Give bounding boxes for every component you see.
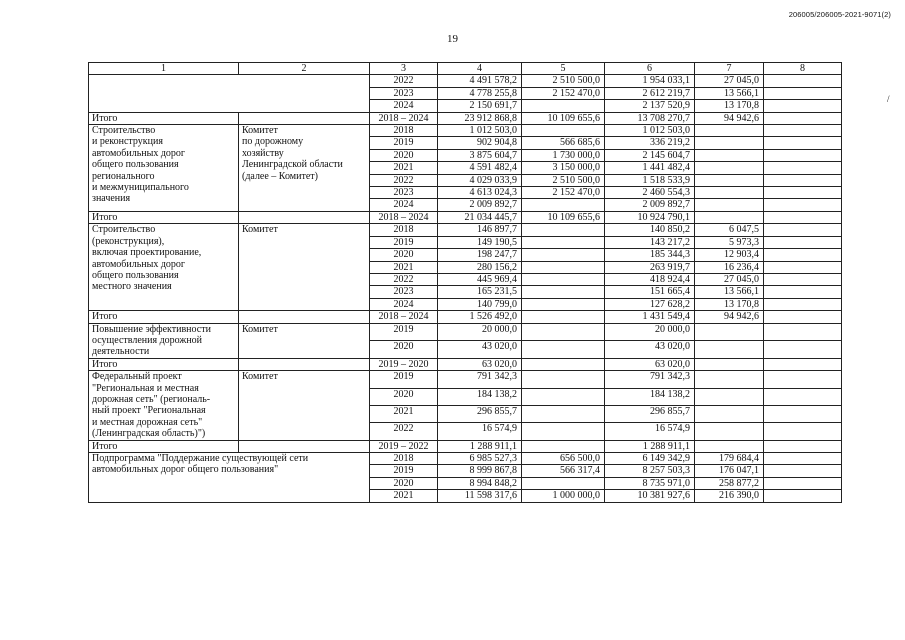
executor-cell <box>239 112 370 124</box>
executor-cell <box>239 440 370 452</box>
total-amount-cell: 3 875 604,7 <box>438 149 522 161</box>
executor-cell <box>239 358 370 370</box>
total-amount-cell: 165 231,5 <box>438 286 522 298</box>
other-amount-cell <box>764 187 842 199</box>
total-amount-cell: 16 574,9 <box>438 423 522 440</box>
local-amount-cell <box>695 440 764 452</box>
federal-amount-cell <box>522 388 605 405</box>
regional-amount-cell: 2 145 604,7 <box>605 149 695 161</box>
regional-amount-cell: 1 518 533,9 <box>605 174 695 186</box>
regional-amount-cell: 2 460 554,3 <box>605 187 695 199</box>
regional-amount-cell: 185 344,3 <box>605 249 695 261</box>
local-amount-cell <box>695 125 764 137</box>
year-cell: 2021 <box>370 261 438 273</box>
executor-cell <box>239 211 370 223</box>
federal-amount-cell <box>522 224 605 236</box>
local-amount-cell <box>695 174 764 186</box>
local-amount-cell: 5 973,3 <box>695 236 764 248</box>
federal-amount-cell <box>522 311 605 323</box>
year-cell: 2018 <box>370 125 438 137</box>
total-amount-cell: 23 912 868,8 <box>438 112 522 124</box>
local-amount-cell: 6 047,5 <box>695 224 764 236</box>
total-amount-cell: 43 020,0 <box>438 341 522 359</box>
year-cell: 2019 – 2022 <box>370 440 438 452</box>
year-cell: 2018 <box>370 224 438 236</box>
total-row <box>89 311 842 323</box>
margin-mark: / <box>887 94 890 104</box>
regional-amount-cell: 1 288 911,1 <box>605 440 695 452</box>
total-row <box>89 211 842 223</box>
local-amount-cell <box>695 149 764 161</box>
page-number: 19 <box>447 33 458 45</box>
regional-amount-cell: 1 441 482,4 <box>605 162 695 174</box>
local-amount-cell <box>695 137 764 149</box>
local-amount-cell <box>695 211 764 223</box>
year-cell: 2018 <box>370 453 438 465</box>
local-amount-cell <box>695 423 764 440</box>
local-amount-cell: 12 903,4 <box>695 249 764 261</box>
federal-amount-cell: 3 150 000,0 <box>522 162 605 174</box>
total-label-cell: Итого <box>89 358 239 370</box>
regional-amount-cell: 6 149 342,9 <box>605 453 695 465</box>
header-cell: 2 <box>239 63 370 75</box>
total-amount-cell: 1 012 503,0 <box>438 125 522 137</box>
federal-amount-cell <box>522 286 605 298</box>
year-cell: 2024 <box>370 100 438 112</box>
local-amount-cell: 13 170,8 <box>695 298 764 310</box>
regional-amount-cell: 43 020,0 <box>605 341 695 359</box>
federal-amount-cell: 566 685,6 <box>522 137 605 149</box>
activity-name-cell: Строительство и реконструкция автомобильных дорог общего пользования регионального и межмуниципального значения <box>89 125 239 212</box>
year-cell: 2021 <box>370 405 438 422</box>
other-amount-cell <box>764 236 842 248</box>
other-amount-cell <box>764 112 842 124</box>
federal-amount-cell: 656 500,0 <box>522 453 605 465</box>
subprogram-row <box>89 453 842 465</box>
local-amount-cell: 27 045,0 <box>695 75 764 87</box>
year-cell: 2022 <box>370 273 438 285</box>
federal-amount-cell: 2 152 470,0 <box>522 87 605 99</box>
total-amount-cell: 445 969,4 <box>438 273 522 285</box>
other-amount-cell <box>764 149 842 161</box>
year-cell: 2022 <box>370 423 438 440</box>
local-amount-cell <box>695 341 764 359</box>
regional-amount-cell: 8 257 503,3 <box>605 465 695 477</box>
federal-amount-cell <box>522 405 605 422</box>
table-row <box>89 75 842 87</box>
activity-name-cell <box>89 75 370 112</box>
header-cell: 4 <box>438 63 522 75</box>
federal-amount-cell <box>522 236 605 248</box>
regional-amount-cell: 16 574,9 <box>605 423 695 440</box>
other-amount-cell <box>764 358 842 370</box>
other-amount-cell <box>764 273 842 285</box>
federal-amount-cell: 1 730 000,0 <box>522 149 605 161</box>
year-cell: 2019 <box>370 236 438 248</box>
other-amount-cell <box>764 286 842 298</box>
header-row <box>89 63 842 75</box>
federal-amount-cell: 2 152 470,0 <box>522 187 605 199</box>
federal-amount-cell <box>522 199 605 211</box>
federal-amount-cell <box>522 477 605 489</box>
regional-amount-cell: 263 919,7 <box>605 261 695 273</box>
total-amount-cell: 8 994 848,2 <box>438 477 522 489</box>
header-cell: 7 <box>695 63 764 75</box>
total-amount-cell: 146 897,7 <box>438 224 522 236</box>
total-amount-cell: 4 491 578,2 <box>438 75 522 87</box>
total-row <box>89 440 842 452</box>
year-cell: 2023 <box>370 286 438 298</box>
federal-amount-cell <box>522 341 605 359</box>
other-amount-cell <box>764 453 842 465</box>
local-amount-cell <box>695 405 764 422</box>
local-amount-cell: 258 877,2 <box>695 477 764 489</box>
total-label-cell: Итого <box>89 211 239 223</box>
other-amount-cell <box>764 162 842 174</box>
other-amount-cell <box>764 137 842 149</box>
subprogram-name-cell: Подпрограмма "Поддержание существующей сети автомобильных дорог общего пользования" <box>89 453 370 503</box>
activity-name-cell: Строительство (реконструкция), включая проектирование, автомобильных дорог общего пользования местного значения <box>89 224 239 311</box>
local-amount-cell: 16 236,4 <box>695 261 764 273</box>
regional-amount-cell: 1 012 503,0 <box>605 125 695 137</box>
local-amount-cell <box>695 199 764 211</box>
regional-amount-cell: 336 219,2 <box>605 137 695 149</box>
executor-cell: Комитет по дорожному хозяйству Ленинградской области (далее – Комитет) <box>239 125 370 212</box>
regional-amount-cell: 140 850,2 <box>605 224 695 236</box>
regional-amount-cell: 20 000,0 <box>605 323 695 341</box>
year-cell: 2020 <box>370 249 438 261</box>
executor-cell: Комитет <box>239 224 370 311</box>
other-amount-cell <box>764 199 842 211</box>
regional-amount-cell: 2 009 892,7 <box>605 199 695 211</box>
other-amount-cell <box>764 388 842 405</box>
local-amount-cell: 94 942,6 <box>695 311 764 323</box>
total-amount-cell: 6 985 527,3 <box>438 453 522 465</box>
year-cell: 2019 <box>370 137 438 149</box>
other-amount-cell <box>764 490 842 502</box>
federal-amount-cell <box>522 261 605 273</box>
year-cell: 2024 <box>370 199 438 211</box>
header-cell: 3 <box>370 63 438 75</box>
table-row <box>89 371 842 388</box>
federal-amount-cell <box>522 125 605 137</box>
other-amount-cell <box>764 174 842 186</box>
year-cell: 2020 <box>370 341 438 359</box>
other-amount-cell <box>764 87 842 99</box>
total-amount-cell: 198 247,7 <box>438 249 522 261</box>
other-amount-cell <box>764 100 842 112</box>
regional-amount-cell: 63 020,0 <box>605 358 695 370</box>
other-amount-cell <box>764 261 842 273</box>
federal-amount-cell <box>522 358 605 370</box>
total-amount-cell: 296 855,7 <box>438 405 522 422</box>
federal-amount-cell <box>522 298 605 310</box>
total-row <box>89 112 842 124</box>
other-amount-cell <box>764 423 842 440</box>
other-amount-cell <box>764 249 842 261</box>
year-cell: 2021 <box>370 490 438 502</box>
regional-amount-cell: 1 431 549,4 <box>605 311 695 323</box>
total-amount-cell: 280 156,2 <box>438 261 522 273</box>
regional-amount-cell: 296 855,7 <box>605 405 695 422</box>
total-amount-cell: 902 904,8 <box>438 137 522 149</box>
federal-amount-cell: 10 109 655,6 <box>522 112 605 124</box>
local-amount-cell: 13 170,8 <box>695 100 764 112</box>
local-amount-cell <box>695 162 764 174</box>
total-amount-cell: 184 138,2 <box>438 388 522 405</box>
header-cell: 5 <box>522 63 605 75</box>
activity-name-cell: Повышение эффективности осуществления дорожной деятельности <box>89 323 239 358</box>
total-amount-cell: 791 342,3 <box>438 371 522 388</box>
budget-table <box>88 62 842 503</box>
total-label-cell: Итого <box>89 112 239 124</box>
regional-amount-cell: 10 381 927,6 <box>605 490 695 502</box>
local-amount-cell <box>695 323 764 341</box>
total-amount-cell: 1 526 492,0 <box>438 311 522 323</box>
local-amount-cell: 13 566,1 <box>695 286 764 298</box>
executor-cell <box>239 311 370 323</box>
table-row <box>89 323 842 341</box>
other-amount-cell <box>764 224 842 236</box>
other-amount-cell <box>764 371 842 388</box>
year-cell: 2018 – 2024 <box>370 112 438 124</box>
local-amount-cell <box>695 388 764 405</box>
total-label-cell: Итого <box>89 440 239 452</box>
total-amount-cell: 8 999 867,8 <box>438 465 522 477</box>
table-row <box>89 224 842 236</box>
federal-amount-cell <box>522 423 605 440</box>
activity-name-cell: Федеральный проект "Региональная и местная дорожная сеть" (региональ- ный проект "Региональная и местная дорожная сеть" (Ленинградская область)") <box>89 371 239 440</box>
federal-amount-cell <box>522 273 605 285</box>
other-amount-cell <box>764 465 842 477</box>
total-amount-cell: 4 029 033,9 <box>438 174 522 186</box>
year-cell: 2023 <box>370 87 438 99</box>
total-amount-cell: 11 598 317,6 <box>438 490 522 502</box>
year-cell: 2019 <box>370 323 438 341</box>
header-cell: 6 <box>605 63 695 75</box>
federal-amount-cell: 2 510 500,0 <box>522 75 605 87</box>
regional-amount-cell: 2 137 520,9 <box>605 100 695 112</box>
local-amount-cell: 27 045,0 <box>695 273 764 285</box>
regional-amount-cell: 184 138,2 <box>605 388 695 405</box>
total-amount-cell: 1 288 911,1 <box>438 440 522 452</box>
year-cell: 2019 <box>370 465 438 477</box>
federal-amount-cell <box>522 100 605 112</box>
other-amount-cell <box>764 125 842 137</box>
regional-amount-cell: 8 735 971,0 <box>605 477 695 489</box>
other-amount-cell <box>764 405 842 422</box>
local-amount-cell <box>695 358 764 370</box>
local-amount-cell: 179 684,4 <box>695 453 764 465</box>
year-cell: 2019 – 2020 <box>370 358 438 370</box>
total-row <box>89 358 842 370</box>
other-amount-cell <box>764 323 842 341</box>
local-amount-cell <box>695 371 764 388</box>
other-amount-cell <box>764 211 842 223</box>
header-cell: 1 <box>89 63 239 75</box>
federal-amount-cell <box>522 323 605 341</box>
regional-amount-cell: 791 342,3 <box>605 371 695 388</box>
regional-amount-cell: 418 924,4 <box>605 273 695 285</box>
other-amount-cell <box>764 341 842 359</box>
total-amount-cell: 140 799,0 <box>438 298 522 310</box>
local-amount-cell: 216 390,0 <box>695 490 764 502</box>
federal-amount-cell <box>522 440 605 452</box>
local-amount-cell: 94 942,6 <box>695 112 764 124</box>
year-cell: 2018 – 2024 <box>370 311 438 323</box>
total-amount-cell: 21 034 445,7 <box>438 211 522 223</box>
year-cell: 2020 <box>370 477 438 489</box>
other-amount-cell <box>764 75 842 87</box>
regional-amount-cell: 13 708 270,7 <box>605 112 695 124</box>
year-cell: 2024 <box>370 298 438 310</box>
year-cell: 2020 <box>370 388 438 405</box>
regional-amount-cell: 127 628,2 <box>605 298 695 310</box>
other-amount-cell <box>764 298 842 310</box>
local-amount-cell: 13 566,1 <box>695 87 764 99</box>
federal-amount-cell <box>522 371 605 388</box>
total-label-cell: Итого <box>89 311 239 323</box>
federal-amount-cell: 2 510 500,0 <box>522 174 605 186</box>
total-amount-cell: 63 020,0 <box>438 358 522 370</box>
other-amount-cell <box>764 477 842 489</box>
executor-cell: Комитет <box>239 323 370 358</box>
year-cell: 2023 <box>370 187 438 199</box>
total-amount-cell: 4 778 255,8 <box>438 87 522 99</box>
year-cell: 2018 – 2024 <box>370 211 438 223</box>
total-amount-cell: 20 000,0 <box>438 323 522 341</box>
total-amount-cell: 2 150 691,7 <box>438 100 522 112</box>
year-cell: 2022 <box>370 174 438 186</box>
year-cell: 2020 <box>370 149 438 161</box>
federal-amount-cell: 1 000 000,0 <box>522 490 605 502</box>
local-amount-cell: 176 047,1 <box>695 465 764 477</box>
federal-amount-cell <box>522 249 605 261</box>
regional-amount-cell: 2 612 219,7 <box>605 87 695 99</box>
total-amount-cell: 2 009 892,7 <box>438 199 522 211</box>
total-amount-cell: 4 613 024,3 <box>438 187 522 199</box>
regional-amount-cell: 10 924 790,1 <box>605 211 695 223</box>
regional-amount-cell: 1 954 033,1 <box>605 75 695 87</box>
federal-amount-cell: 10 109 655,6 <box>522 211 605 223</box>
year-cell: 2019 <box>370 371 438 388</box>
year-cell: 2021 <box>370 162 438 174</box>
local-amount-cell <box>695 187 764 199</box>
total-amount-cell: 149 190,5 <box>438 236 522 248</box>
regional-amount-cell: 151 665,4 <box>605 286 695 298</box>
table-row <box>89 125 842 137</box>
year-cell: 2022 <box>370 75 438 87</box>
other-amount-cell <box>764 440 842 452</box>
regional-amount-cell: 143 217,2 <box>605 236 695 248</box>
header-cell: 8 <box>764 63 842 75</box>
federal-amount-cell: 566 317,4 <box>522 465 605 477</box>
other-amount-cell <box>764 311 842 323</box>
total-amount-cell: 4 591 482,4 <box>438 162 522 174</box>
executor-cell: Комитет <box>239 371 370 440</box>
document-id: 206005/206005-2021-9071(2) <box>788 10 891 19</box>
